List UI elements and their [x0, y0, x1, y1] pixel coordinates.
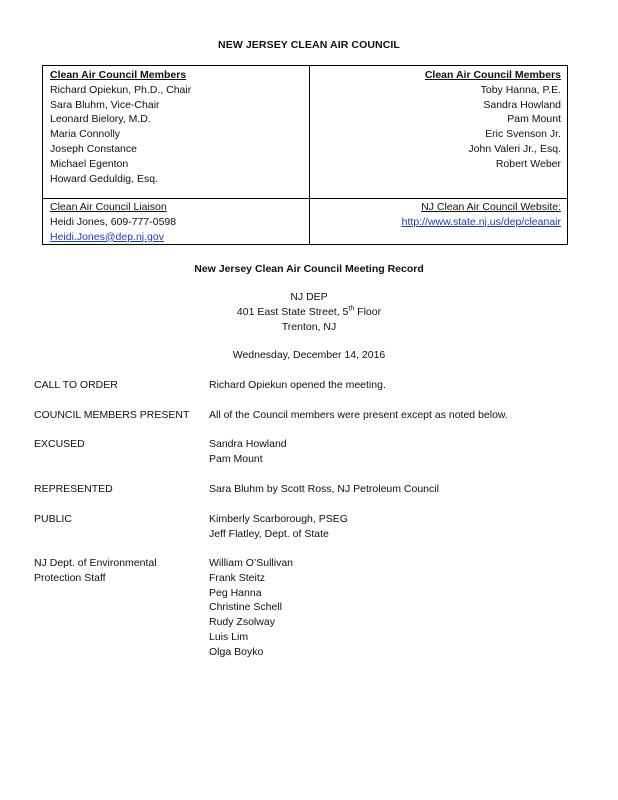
member-name: Toby Hanna, P.E. — [480, 83, 561, 96]
public-name: Jeff Flatley, Dept. of State — [209, 527, 329, 540]
box-divider-horizontal — [43, 198, 567, 199]
member-name: Pam Mount — [507, 113, 561, 126]
member-name: Richard Opiekun, Ph.D., Chair — [50, 83, 192, 96]
staff-name: Olga Boyko — [209, 645, 264, 658]
member-name: Robert Weber — [495, 157, 561, 170]
staff-name: Rudy Zsolway — [209, 616, 275, 629]
address-city: Trenton, NJ — [281, 321, 337, 333]
row-value — [209, 556, 589, 660]
members-box — [42, 65, 568, 245]
staff-label-line2: Protection Staff — [34, 571, 106, 584]
members-right-header: Clean Air Council Members — [424, 69, 561, 81]
staff-label-line1: NJ Dept. of Environmental — [34, 557, 157, 569]
excused-name: Pam Mount — [209, 452, 263, 465]
record-title: New Jersey Clean Air Council Meeting Record — [194, 263, 424, 275]
street-prefix: 401 East State Street, 5 — [236, 306, 349, 318]
liaison-contact: Heidi Jones, 609-777-0598 — [50, 215, 177, 228]
row-value: All of the Council members were present except as noted below. — [209, 409, 508, 421]
street-suffix: Floor — [354, 306, 382, 318]
street-sup: th — [348, 305, 355, 313]
staff-name: Christine Schell — [209, 601, 282, 614]
website-header: NJ Clean Air Council Website: — [421, 201, 561, 213]
meeting-address — [0, 290, 618, 335]
website-cell — [402, 200, 561, 230]
row-label: CALL TO ORDER — [34, 379, 118, 391]
address-line1: NJ DEP — [290, 291, 328, 303]
liaison-cell — [50, 200, 176, 244]
member-name: Joseph Constance — [50, 142, 137, 155]
row-value: Richard Opiekun opened the meeting. — [209, 379, 386, 391]
row-value — [209, 437, 589, 467]
meeting-date: Wednesday, December 14, 2016 — [232, 349, 386, 361]
member-name: Maria Connolly — [50, 128, 121, 141]
members-left-header: Clean Air Council Members — [50, 69, 187, 81]
liaison-email-link[interactable]: Heidi.Jones@dep.nj.gov — [50, 230, 164, 243]
row-label: COUNCIL MEMBERS PRESENT — [34, 409, 190, 421]
staff-name: Peg Hanna — [209, 586, 262, 599]
document-title: NEW JERSEY CLEAN AIR COUNCIL — [218, 39, 400, 51]
liaison-header: Clean Air Council Liaison — [50, 201, 167, 213]
staff-name: Frank Steitz — [209, 571, 266, 584]
member-name: Howard Geduldig, Esq. — [50, 172, 158, 185]
member-name: Leonard Bielory, M.D. — [50, 113, 151, 126]
staff-name: William O’Sullivan — [209, 557, 294, 569]
member-name: Sandra Howland — [483, 98, 561, 111]
member-name: Eric Svenson Jr. — [485, 128, 561, 141]
staff-name: Luis Lim — [209, 630, 249, 643]
row-value: Sara Bluhm by Scott Ross, NJ Petroleum Council — [209, 483, 439, 495]
row-label: EXCUSED — [34, 438, 85, 450]
row-value — [209, 512, 589, 542]
row-label: PUBLIC — [34, 513, 72, 525]
box-divider-vertical — [309, 66, 310, 244]
website-link[interactable]: http://www.state.nj.us/dep/cleanair — [401, 215, 561, 228]
member-name: Sara Bluhm, Vice-Chair — [50, 98, 160, 111]
members-right-column — [425, 68, 561, 172]
row-label — [34, 556, 204, 586]
member-name: Michael Egenton — [50, 157, 129, 170]
member-name: John Valeri Jr., Esq. — [468, 142, 561, 155]
excused-name: Sandra Howland — [209, 438, 287, 450]
members-left-column — [50, 68, 191, 186]
address-street — [0, 305, 618, 320]
public-name: Kimberly Scarborough, PSEG — [209, 513, 348, 525]
row-label: REPRESENTED — [34, 483, 113, 495]
